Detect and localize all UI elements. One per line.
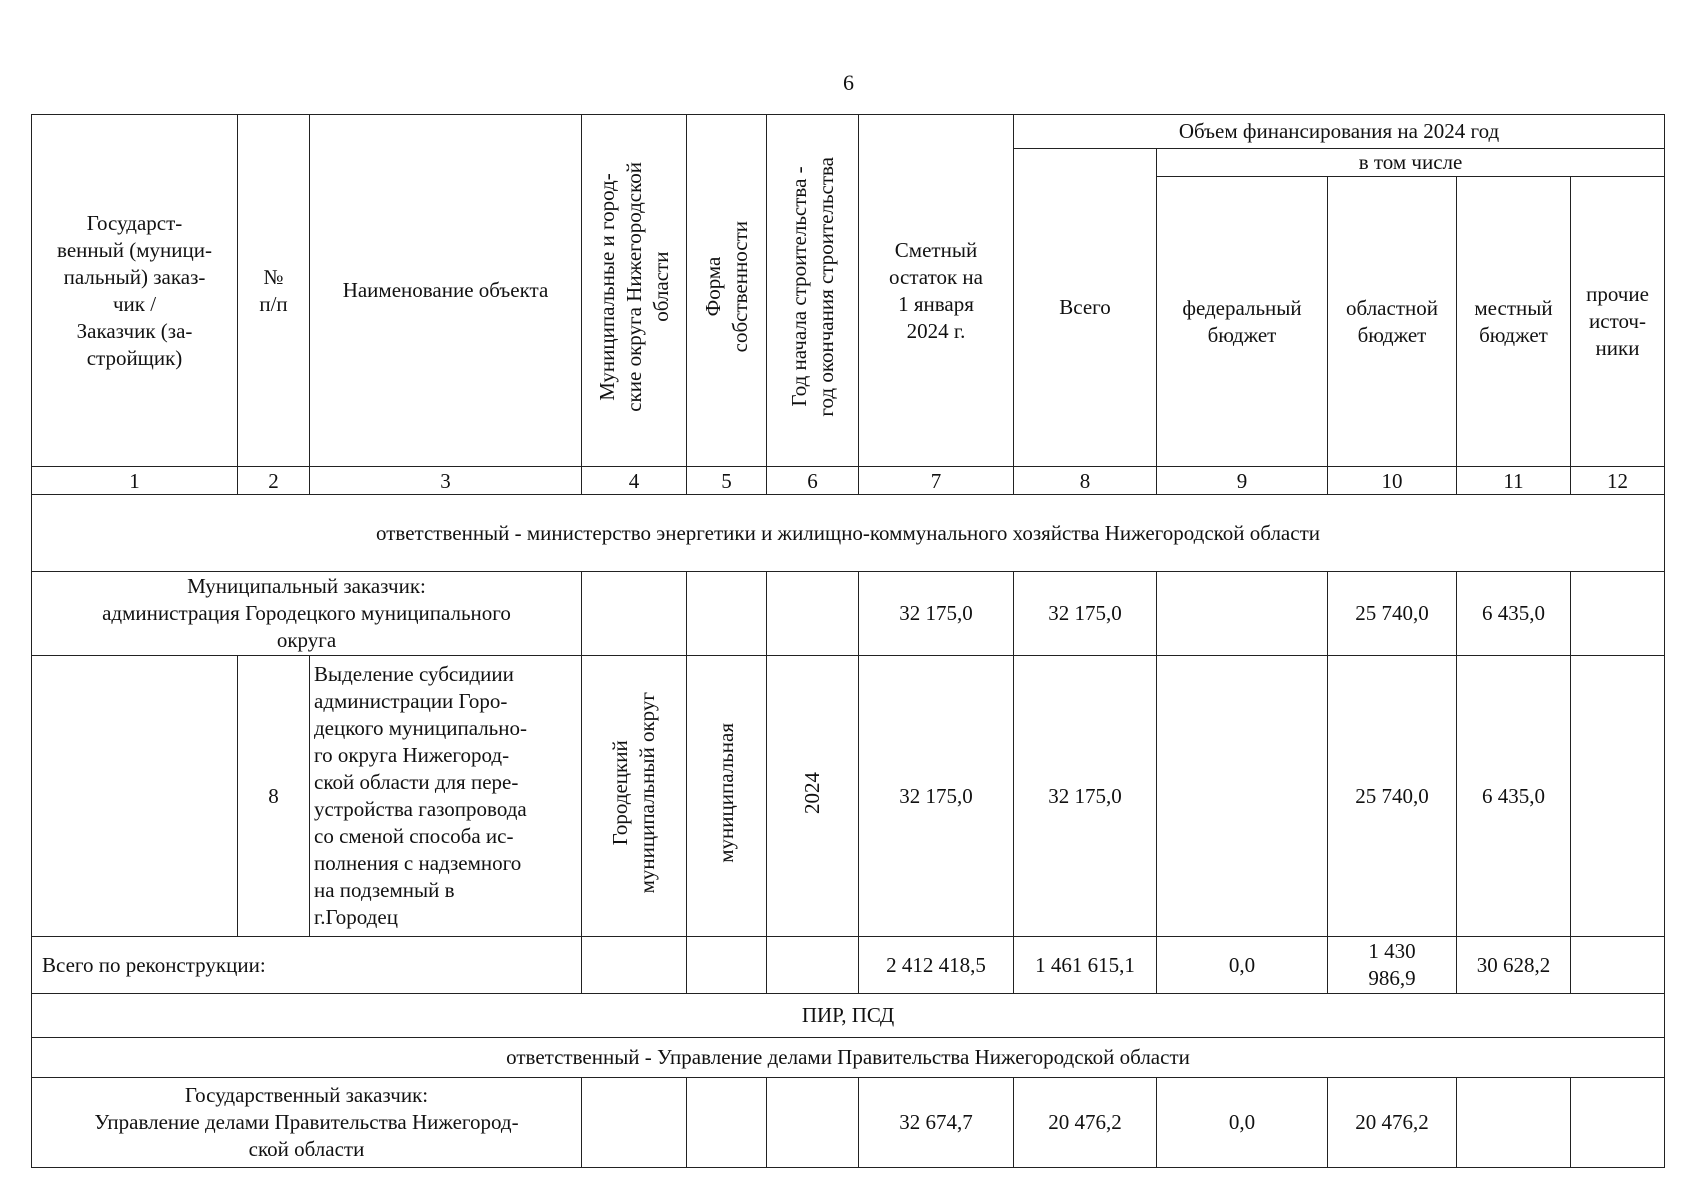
column-number: 9 [1157, 467, 1328, 495]
section-responsible-row [32, 495, 1665, 572]
local-value: 6 435,0 [1457, 656, 1571, 937]
column-number: 10 [1328, 467, 1457, 495]
total-value: 32 175,0 [1014, 572, 1157, 656]
customer-name: Муниципальный заказчик: администрация Городецкого муниципального округа [32, 572, 582, 656]
responsible-ministry: ответственный - министерство энергетики и жилищно-коммунального хозяйства Нижегородской области [32, 495, 1665, 572]
section-heading: ПИР, ПСД [32, 994, 1665, 1038]
construction-years: 2024 [767, 656, 859, 937]
header-ownership: Форма собственности [687, 115, 767, 467]
column-number: 2 [238, 467, 310, 495]
federal-value [1157, 656, 1328, 937]
column-number: 3 [310, 467, 582, 495]
header-local: местный бюджет [1457, 177, 1571, 467]
other-value [1571, 656, 1665, 937]
estimate-value: 32 674,7 [859, 1078, 1014, 1168]
local-value: 6 435,0 [1457, 572, 1571, 656]
estimate-value: 32 175,0 [859, 572, 1014, 656]
header-number: № п/п [238, 115, 310, 467]
object-name: Выделение субсидиии администрации Горо- децкого муниципально- го округа Нижегород- ской области для пере- устройства газопровода со сменой способа ис- полнения с надземного на подземный в г.Городец [310, 656, 582, 937]
total-row [32, 937, 1665, 994]
section-responsible-row [32, 1038, 1665, 1078]
responsible-office: ответственный - Управление делами Правительства Нижегородской области [32, 1038, 1665, 1078]
column-number: 8 [1014, 467, 1157, 495]
regional-value: 25 740,0 [1328, 572, 1457, 656]
local-value [1457, 1078, 1571, 1168]
header-regional: областной бюджет [1328, 177, 1457, 467]
financing-table [31, 114, 1665, 1168]
item-number: 8 [238, 656, 310, 937]
estimate-value: 2 412 418,5 [859, 937, 1014, 994]
regional-value: 25 740,0 [1328, 656, 1457, 937]
header-financing-title: Объем финансирования на 2024 год [1014, 115, 1665, 149]
total-value: 20 476,2 [1014, 1078, 1157, 1168]
object-row [32, 656, 1665, 937]
header-other: прочие источ- ники [1571, 177, 1665, 467]
column-number: 6 [767, 467, 859, 495]
column-number: 1 [32, 467, 238, 495]
federal-value [1157, 572, 1328, 656]
page-number: 6 [843, 70, 854, 95]
estimate-value: 32 175,0 [859, 656, 1014, 937]
column-number: 12 [1571, 467, 1665, 495]
section-heading-row [32, 994, 1665, 1038]
column-number: 11 [1457, 467, 1571, 495]
total-label: Всего по реконструкции: [32, 937, 582, 994]
column-number: 7 [859, 467, 1014, 495]
column-number: 5 [687, 467, 767, 495]
customer-name: Государственный заказчик: Управление делами Правительства Нижегород- ской области [32, 1078, 582, 1168]
customer-row [32, 1078, 1665, 1168]
federal-value: 0,0 [1157, 1078, 1328, 1168]
header-customer: Государст- венный (муници- пальный) заказ- чик / Заказчик (за- стройщик) [32, 115, 238, 467]
column-number-row [32, 467, 1665, 495]
ownership-type: муниципальная [687, 656, 767, 937]
federal-value: 0,0 [1157, 937, 1328, 994]
local-value: 30 628,2 [1457, 937, 1571, 994]
header-years: Год начала строительства - год окончания строительства [767, 115, 859, 467]
other-value [1571, 572, 1665, 656]
header-total: Всего [1014, 149, 1157, 467]
column-number: 4 [582, 467, 687, 495]
other-value [1571, 937, 1665, 994]
header-including: в том числе [1157, 149, 1665, 177]
other-value [1571, 1078, 1665, 1168]
header-row-1 [32, 115, 1665, 149]
header-object-name: Наименование объекта [310, 115, 582, 467]
total-value: 1 461 615,1 [1014, 937, 1157, 994]
district-name: Городецкий муниципальный округ [582, 656, 687, 937]
header-federal: федеральный бюджет [1157, 177, 1328, 467]
customer-row [32, 572, 1665, 656]
header-district: Муниципальные и город- ские округа Нижегородской области [582, 115, 687, 467]
header-estimate: Сметный остаток на 1 января 2024 г. [859, 115, 1014, 467]
total-value: 32 175,0 [1014, 656, 1157, 937]
regional-value: 1 430 986,9 [1328, 937, 1457, 994]
regional-value: 20 476,2 [1328, 1078, 1457, 1168]
